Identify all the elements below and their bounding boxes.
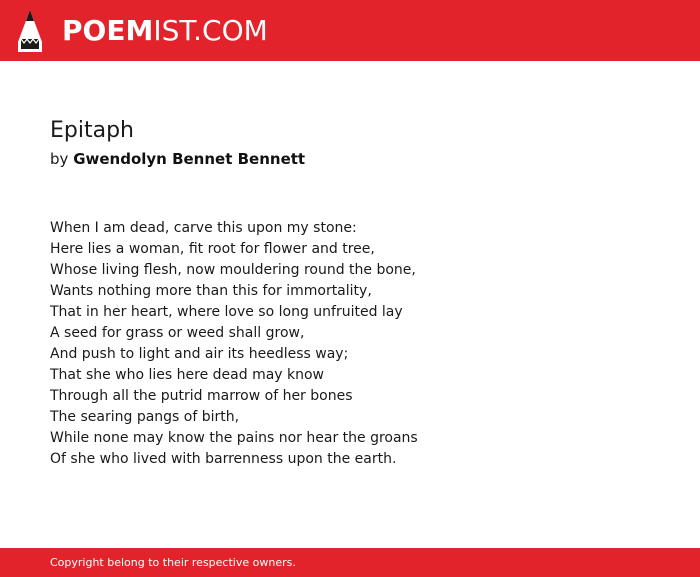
poem-line: Whose living flesh, now mouldering round the bone, — [50, 262, 416, 278]
poem-line: Of she who lived with barrenness upon the earth. — [50, 451, 397, 467]
poem-line: While none may know the pains nor hear the groans — [50, 430, 418, 446]
poem-byline — [50, 148, 305, 170]
site-logo-text — [62, 9, 268, 53]
byline-prefix: by — [50, 150, 69, 168]
site-logo-link[interactable] — [17, 9, 268, 53]
logo-text-bold: POEM — [62, 14, 154, 47]
poem-line: Wants nothing more than this for immortality, — [50, 283, 372, 299]
poem-line: Through all the putrid marrow of her bones — [50, 388, 353, 404]
poem-line: That in her heart, where love so long unfruited lay — [50, 304, 403, 320]
author-link[interactable]: Gwendolyn Bennet Bennett — [73, 150, 306, 168]
poem-line: When I am dead, carve this upon my stone: — [50, 220, 357, 236]
logo-text-light: IST.COM — [153, 14, 268, 47]
poem-line: A seed for grass or weed shall grow, — [50, 325, 305, 341]
pen-nib-icon — [17, 9, 43, 53]
poem-title: Epitaph — [50, 118, 134, 143]
poem-line: That she who lies here dead may know — [50, 367, 325, 383]
copyright-text: Copyright belong to their respective owners. — [50, 556, 296, 569]
poem-line: And push to light and air its heedless way; — [50, 346, 349, 362]
poem-line: Here lies a woman, fit root for flower and tree, — [50, 241, 375, 257]
site-footer — [0, 548, 700, 577]
poem-line: The searing pangs of birth, — [50, 409, 240, 425]
poem-body — [50, 218, 418, 470]
site-header — [0, 0, 700, 61]
